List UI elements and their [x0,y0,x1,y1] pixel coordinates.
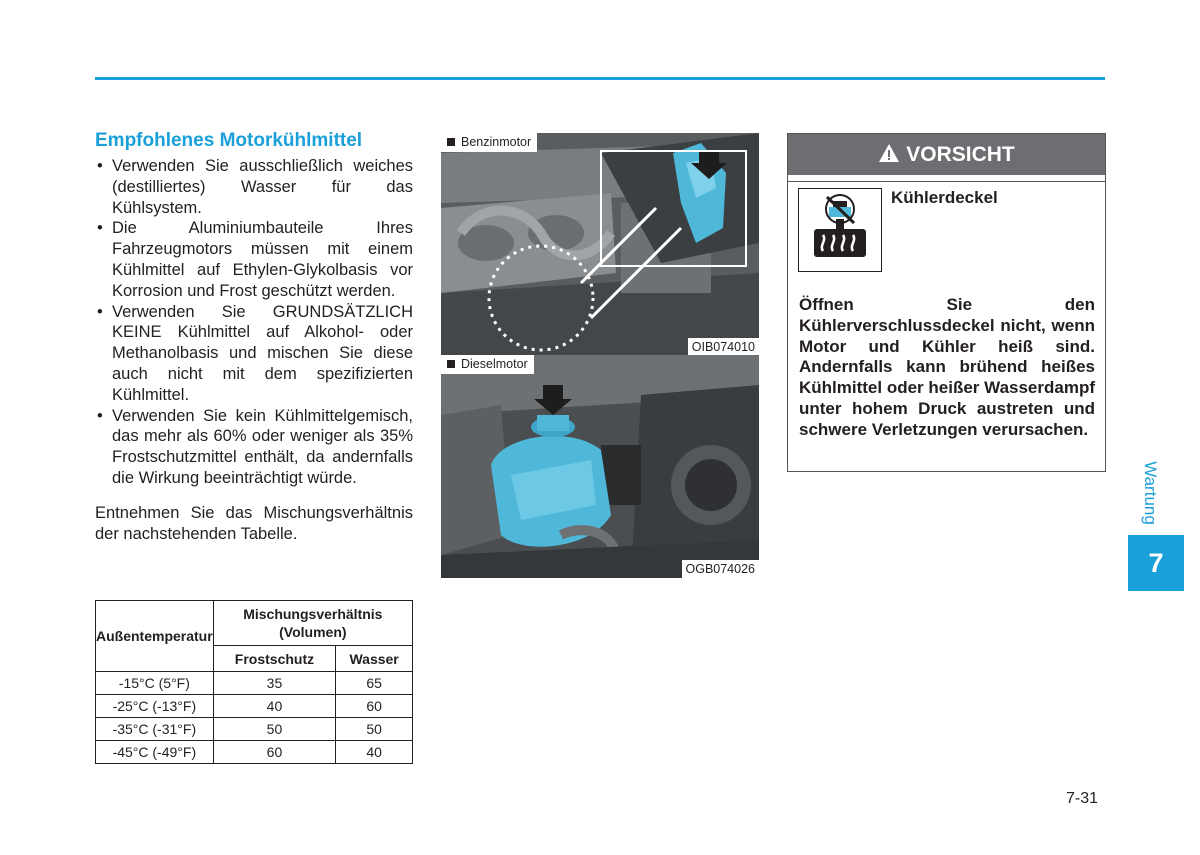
table-intro-paragraph: Entnehmen Sie das Mischungsverhältnis der nachstehenden Tabelle. [95,503,413,543]
bullet-text: Verwenden Sie ausschließlich weiches (destilliertes) Wasser für das Kühlsystem. [112,157,413,217]
square-bullet-icon [447,138,455,146]
bullet-text: Verwenden Sie kein Kühlmittelgemisch, das mehr als 60% oder weniger als 35% Frostschutzmittel enthält, da andernfalls die Wirkung beeinträchtigt würde. [112,406,413,487]
cell-antifreeze: 50 [213,718,336,741]
caution-header-text: VORSICHT [906,143,1015,166]
caution-header [788,134,1105,175]
cell-antifreeze: 40 [213,695,336,718]
section-heading: Empfohlenes Motorkühlmittel [95,130,363,151]
gasoline-engine-illustration [441,133,759,356]
coolant-section [95,130,413,561]
cell-water: 65 [336,672,413,695]
diesel-engine-photo [441,355,759,578]
header-mixing-ratio: Mischungsverhältnis (Volumen) [213,601,412,646]
bullet-list [95,156,413,489]
cell-water: 50 [336,718,413,741]
photo-label-text: Benzinmotor [461,135,532,149]
diesel-engine-illustration [441,355,759,578]
photo-label [441,355,534,374]
cell-water: 60 [336,695,413,718]
photo-label [441,133,537,152]
cell-antifreeze: 35 [213,672,336,695]
bullet-item [95,406,413,489]
bullet-item [95,218,413,301]
cell-antifreeze: 60 [213,741,336,764]
section-side-label [1140,455,1160,530]
cell-temperature: -15°C (5°F) [96,672,214,695]
square-bullet-icon [447,360,455,368]
header-temperature: Außentemperatur [96,601,214,672]
hot-radiator-cap-icon [798,188,882,272]
cell-temperature: -25°C (-13°F) [96,695,214,718]
caution-divider [788,181,1105,182]
page-number: 7-31 [1066,790,1099,807]
bullet-text: Die Aluminiumbauteile Ihres Fahrzeugmotors müssen mit einem Kühlmittel auf Ethylen-Glykolbasis vor Korrosion und Frost geschützt werden. [112,219,413,300]
table-row [96,695,413,718]
caution-box [787,133,1106,472]
table-header-row [96,601,413,646]
header-antifreeze: Frostschutz [213,646,336,672]
cell-temperature: -45°C (-49°F) [96,741,214,764]
top-rule [95,77,1105,80]
bullet-text: Verwenden Sie GRUNDSÄTZLICH KEINE Kühlmittel auf Alkohol- oder Methanolbasis und mischen Sie diese auch nicht mit dem spezifizierten Kühlmittel. [112,302,413,404]
table-row [96,718,413,741]
section-side-label-text: Wartung [1141,460,1160,525]
caution-title: Kühlerdeckel [891,188,998,207]
photo-code: OIB074010 [688,338,759,356]
chapter-tab: 7 [1128,535,1184,591]
warning-triangle-icon [878,136,900,177]
photo-code: OGB074026 [682,560,760,578]
cell-water: 40 [336,741,413,764]
gasoline-engine-photo [441,133,759,356]
bullet-item [95,156,413,218]
header-water: Wasser [336,646,413,672]
caution-text: Öffnen Sie den Kühlerverschlussdeckel nicht, wenn Motor und Kühler heiß sind. Andernfalls kann brühend heißes Kühlmittel oder heißer Wasserdampf unter hohem Druck austreten und schwere Verletzungen verursachen. [799,295,1095,439]
table-row [96,672,413,695]
mixing-ratio-table [95,600,413,764]
bullet-item [95,302,413,406]
photo-label-text: Dieselmotor [461,357,528,371]
cell-temperature: -35°C (-31°F) [96,718,214,741]
table-row [96,741,413,764]
